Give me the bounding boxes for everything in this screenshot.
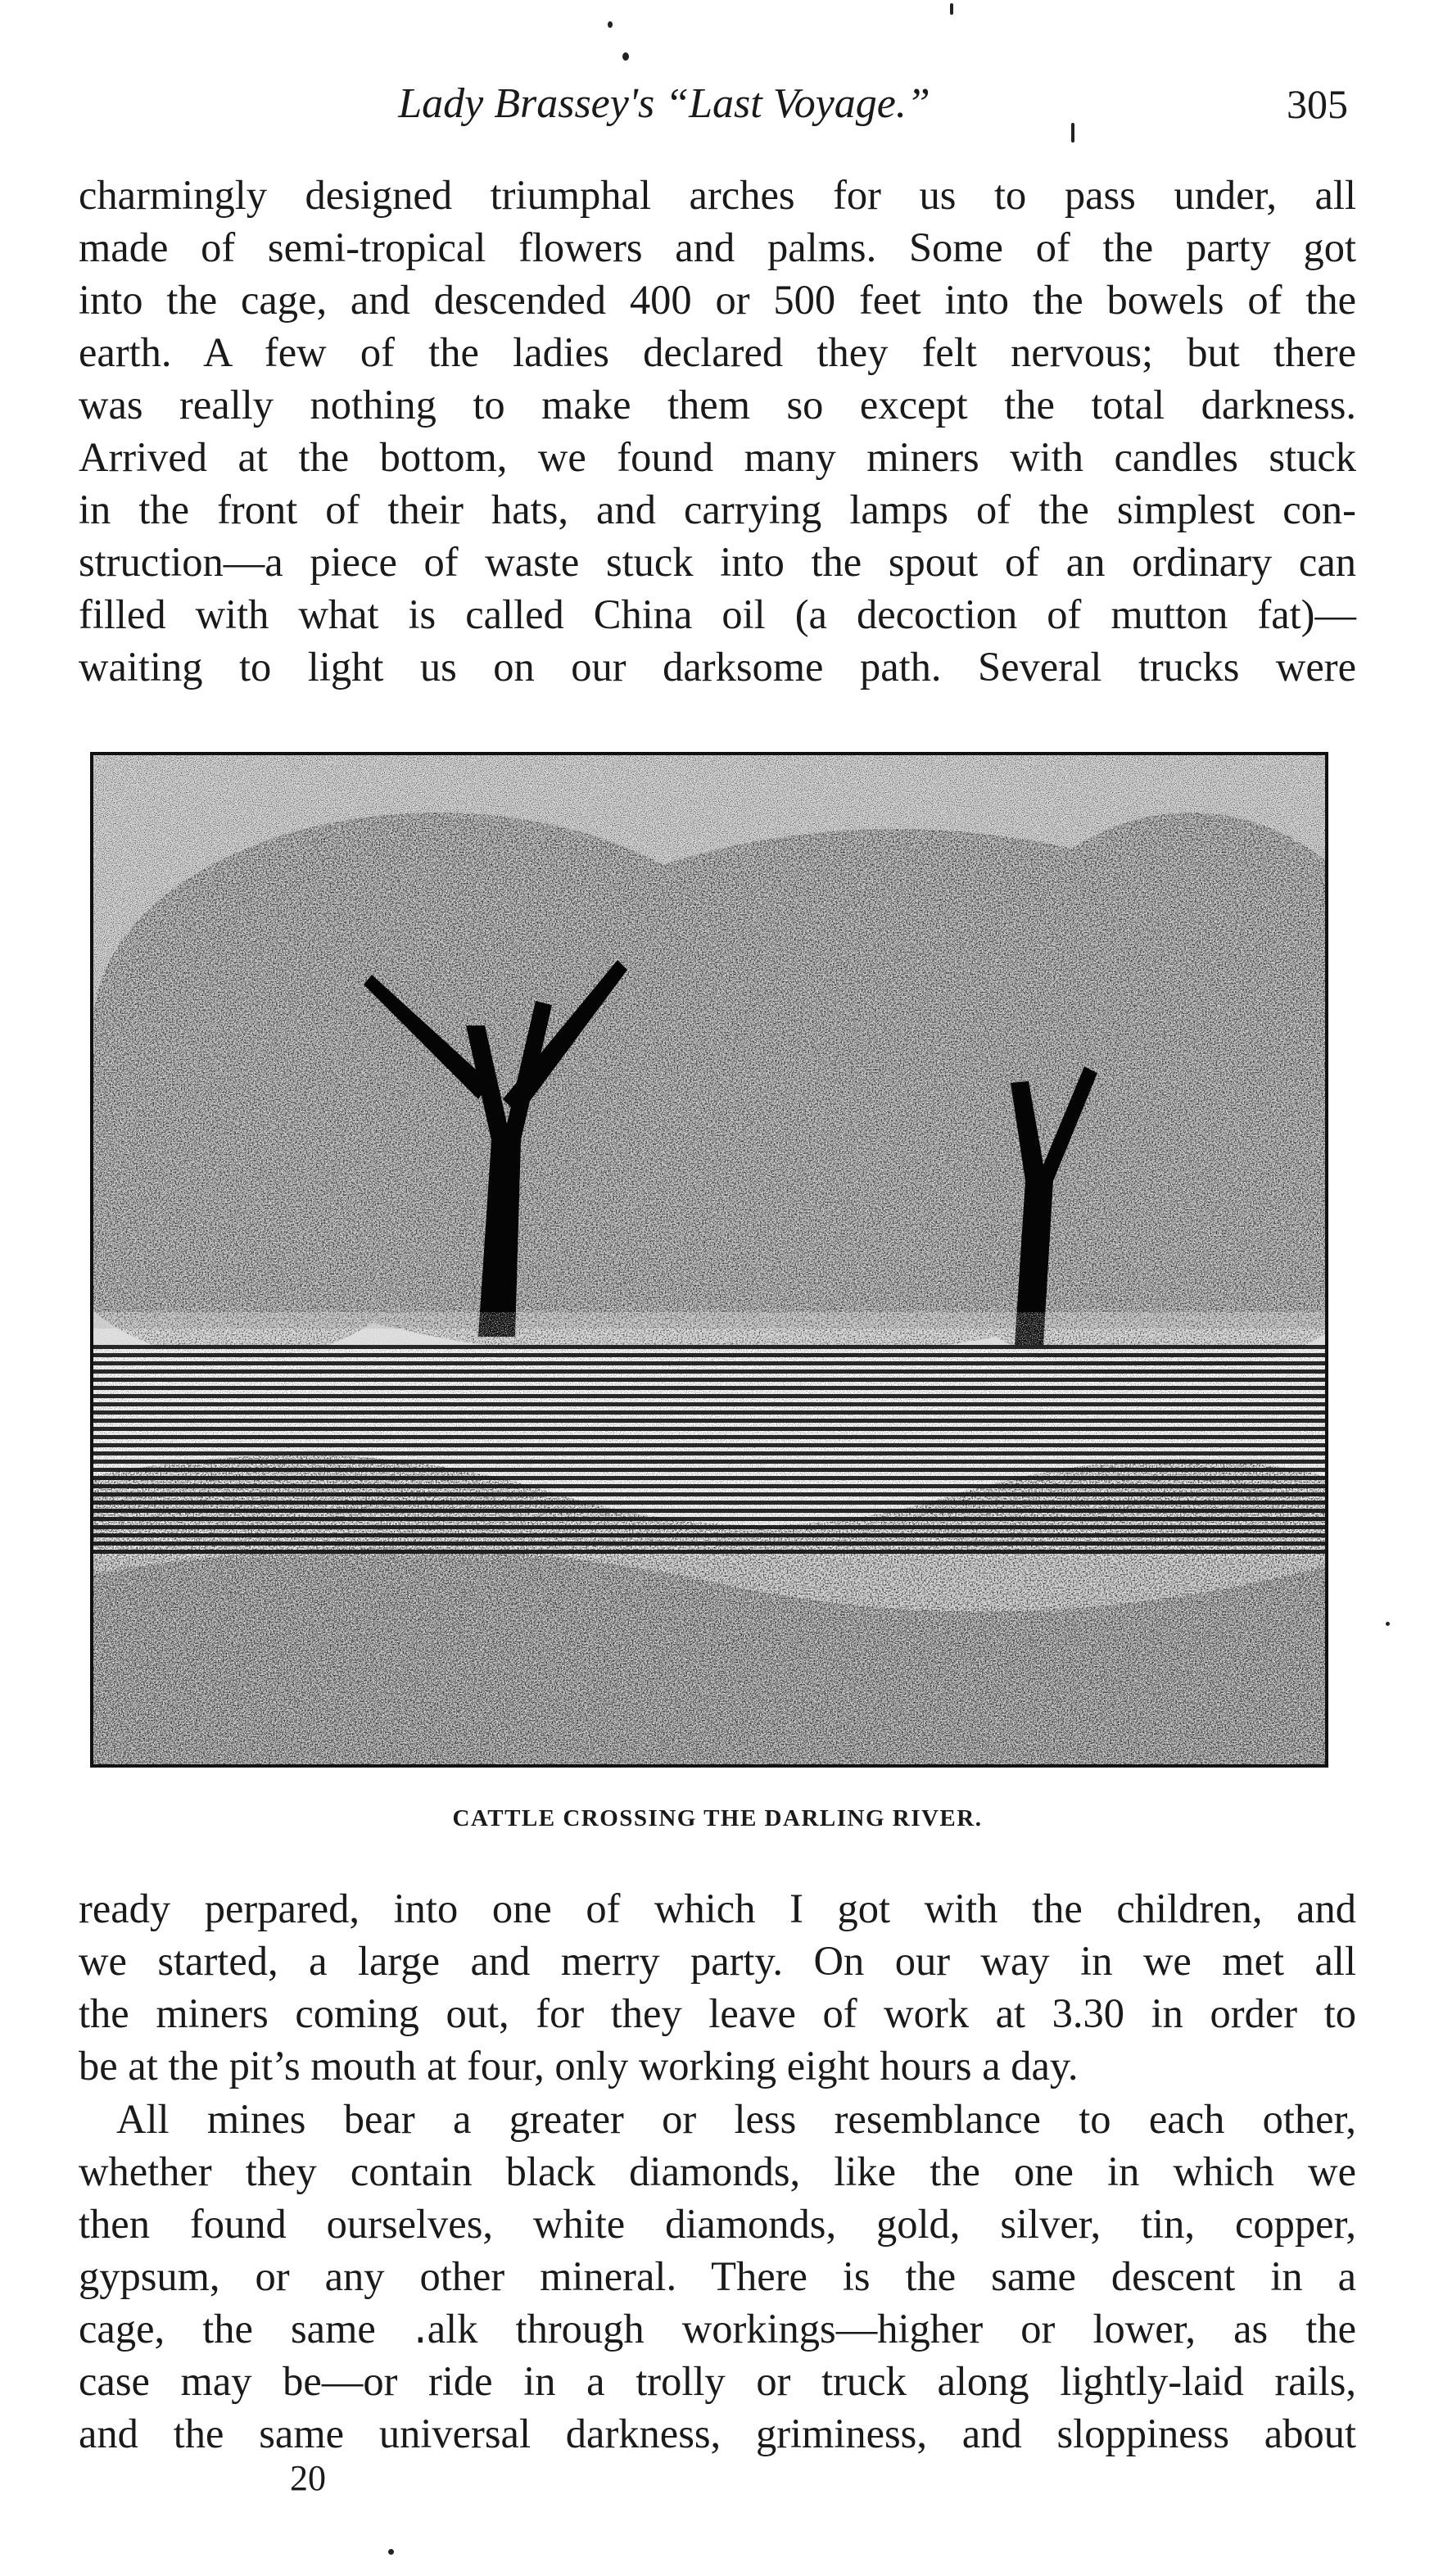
- figure-caption: CATTLE CROSSING THE DARLING RIVER.: [452, 1805, 983, 1831]
- text-line: was really nothing to make them so except the total darkness.: [79, 382, 1356, 428]
- text-line: struction—a piece of waste stuck into the spout of an ordinary can: [79, 539, 1356, 585]
- text-line: whether they contain black diamonds, like the one in which we: [79, 2148, 1356, 2194]
- text-line: gypsum, or any other mineral. There is the same descent in a: [79, 2253, 1356, 2299]
- text-line: filled with what is called China oil (a decoction of mutton fat)—: [79, 591, 1356, 637]
- running-head: [79, 75, 1356, 133]
- text-line: All mines bear a greater or less resemblance to each other,: [116, 2096, 1356, 2142]
- text-line: the miners coming out, for they leave of work at 3.30 in order to: [79, 1990, 1356, 2036]
- engraving-trees-river-icon: [93, 755, 1325, 1764]
- scan-speck: [1071, 123, 1074, 143]
- scan-speck: [608, 21, 613, 28]
- paragraph-1: [79, 169, 1356, 693]
- text-line: in the front of their hats, and carrying lamps of the simplest con-: [79, 487, 1356, 532]
- page-number: 305: [1287, 81, 1348, 127]
- text-line: made of semi-tropical flowers and palms. Some of the party got: [79, 224, 1356, 270]
- running-title: Lady Brassey's “Last Voyage.”: [398, 80, 930, 127]
- text-line: cage, the same ․alk through workings—higher or lower, as the: [79, 2306, 1356, 2352]
- text-line: then found ourselves, white diamonds, gold, silver, tin, copper,: [79, 2201, 1356, 2247]
- engraving-illustration: [90, 752, 1328, 1768]
- text-line: and the same universal darkness, griminess, and sloppiness about: [79, 2411, 1356, 2456]
- text-line: into the cage, and descended 400 or 500 feet into the bowels of the: [79, 277, 1356, 323]
- signature-mark: 20: [290, 2458, 326, 2498]
- scan-speck: [388, 2549, 394, 2555]
- text-line: we started, a large and merry party. On our way in we met all: [79, 1938, 1356, 1984]
- paragraph-3: [79, 2093, 1356, 2460]
- text-line: charmingly designed triumphal arches for us to pass under, all: [79, 172, 1356, 218]
- scan-speck: [1386, 1622, 1390, 1626]
- text-line: ready perpared, into one of which I got with the children, and: [79, 1886, 1356, 1931]
- text-line: earth. A few of the ladies declared they felt nervous; but there: [79, 329, 1356, 375]
- text-line: case may be—or ride in a trolly or truck along lightly-laid rails,: [79, 2358, 1356, 2404]
- scan-speck: [622, 52, 629, 61]
- text-line: waiting to light us on our darksome path. Several trucks were: [79, 644, 1356, 690]
- paragraph-2: [79, 1882, 1356, 2092]
- text-line: be at the pit’s mouth at four, only working eight hours a day.: [79, 2043, 1079, 2089]
- scan-speck: [950, 3, 953, 15]
- text-line: Arrived at the bottom, we found many miners with candles stuck: [79, 434, 1356, 480]
